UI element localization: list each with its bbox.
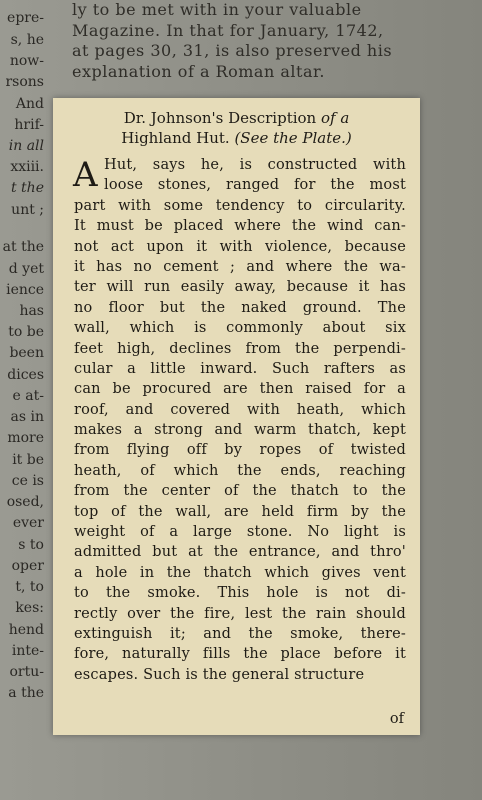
catchword: of <box>389 711 404 727</box>
fragment: ce is <box>11 473 44 489</box>
article-line: extinguish it; and the smoke, there- <box>74 625 406 642</box>
article-line: cular a little inward. Such rafters as <box>74 360 406 377</box>
article-line: no floor but the naked ground. The <box>74 299 406 316</box>
article-line: admitted but at the entrance, and thro' <box>74 544 406 561</box>
article-line: It must be placed where the wind can- <box>74 218 406 235</box>
article-title <box>53 108 420 148</box>
article-line: rectly over the fire, lest the rain should <box>74 605 406 622</box>
article-line: can be procured are then raised for a <box>74 381 406 398</box>
article-line: ter will run easily away, because it has <box>74 279 406 296</box>
left-column-fragments <box>0 0 44 720</box>
fragment: t the <box>10 180 44 196</box>
title-part-1: Dr. Johnson's Description <box>123 109 317 127</box>
article-line: it has no cement ; and where the wa- <box>74 258 406 275</box>
fragment: epre- <box>7 10 44 26</box>
article-line: heath, of which the ends, reaching <box>74 462 406 479</box>
fragment: has <box>19 303 44 319</box>
article-line: fore, naturally fills the place before it <box>74 646 406 663</box>
article-line: loose stones, ranged for the most <box>104 177 406 194</box>
fragment: ortu- <box>9 664 44 680</box>
fragment: in all <box>8 138 44 154</box>
article-line: a hole in the thatch which gives vent <box>74 564 406 581</box>
fragment: been <box>9 345 44 361</box>
article-line: from flying off by ropes of twisted <box>74 442 406 459</box>
preceding-line: explanation of a Roman altar. <box>72 61 325 81</box>
fragment: hend <box>8 622 44 638</box>
fragment: ience <box>6 282 44 298</box>
fragment: t, to <box>15 579 44 595</box>
fragment: osed, <box>6 494 44 510</box>
fragment: ever <box>12 515 44 531</box>
drop-cap: A <box>73 155 98 195</box>
preceding-text <box>72 0 412 82</box>
fragment: inte- <box>11 643 44 659</box>
fragment: unt ; <box>11 202 44 218</box>
article-line: Hut, says he, is constructed with <box>104 157 406 173</box>
article-body <box>74 155 406 685</box>
fragment: as in <box>10 409 44 425</box>
fragment: dices <box>7 367 44 383</box>
preceding-line: Magazine. In that for January, 1742, <box>72 20 384 40</box>
fragment: oper <box>11 558 44 574</box>
title-of: of a <box>321 109 350 127</box>
article-line: top of the wall, are held firm by the <box>74 503 406 520</box>
article-line: to the smoke. This hole is not di- <box>74 585 406 602</box>
preceding-line: ly to be met with in your valuable <box>72 0 362 19</box>
fragment: And <box>15 96 44 112</box>
fragment: now- <box>9 53 44 69</box>
fragment: it be <box>12 452 44 468</box>
article-clipping <box>53 98 420 735</box>
article-line: feet high, declines from the perpendi- <box>74 340 406 357</box>
fragment: s to <box>18 537 44 553</box>
fragment: at the <box>2 239 44 255</box>
article-line: not act upon it with violence, because <box>74 238 406 255</box>
fragment: kes: <box>15 600 44 616</box>
article-line: wall, which is commonly about six <box>74 320 406 337</box>
fragment: a the <box>8 685 44 701</box>
article-line: roof, and covered with heath, which <box>74 401 406 418</box>
article-line: weight of a large stone. No light is <box>74 524 406 541</box>
article-line: makes a strong and warm thatch, kept <box>74 422 406 439</box>
article-line: from the center of the thatch to the <box>74 483 406 500</box>
title-see-plate: (See the Plate.) <box>234 129 352 147</box>
article-line: part with some tendency to circularity. <box>74 197 406 214</box>
fragment: d yet <box>8 261 44 277</box>
fragment: hrif- <box>14 117 44 133</box>
fragment: to be <box>8 324 44 340</box>
fragment: more <box>7 430 44 446</box>
title-part-2: Highland Hut. <box>121 129 230 147</box>
fragment: s, he <box>10 32 44 48</box>
fragment: rsons <box>5 74 44 90</box>
fragment: e at- <box>12 388 44 404</box>
article-line: escapes. Such is the general structure <box>74 666 365 683</box>
preceding-line: at pages 30, 31, is also preserved his <box>72 41 393 60</box>
fragment: xxiii. <box>10 159 44 175</box>
